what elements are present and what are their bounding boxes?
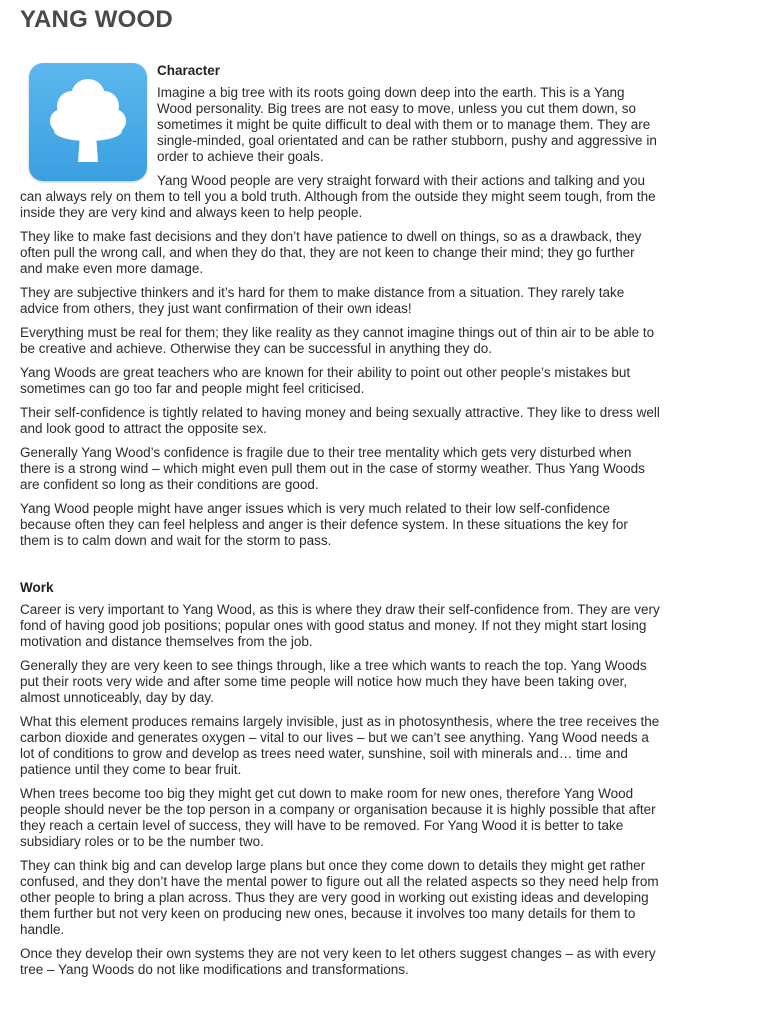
paragraph: Yang Wood people might have anger issues which is very much related to their low self-confidence because often they can feel helpless and anger is their defence system. In these situations the key for them is to calm down and wait for the storm to pass.	[20, 501, 628, 548]
page-title: YANG WOOD	[20, 6, 173, 33]
paragraph: Generally they are very keen to see things through, like a tree which wants to reach the top. Yang Woods put their roots very wide and after some time people will notice how much they have been taking over, almost unnoticeably, day by day.	[20, 658, 647, 705]
paragraph: Everything must be real for them; they like reality as they cannot imagine things out of thin air to be able to be creative and achieve. Otherwise they can be successful in anything they do.	[20, 325, 655, 356]
paragraph: They like to make fast decisions and they don’t have patience to dwell on things, so as a drawback, they often pull the wrong call, and when they do that, they are not keen to change their mind; they go further and make even more damage.	[20, 229, 642, 276]
paragraph: Generally Yang Wood’s confidence is fragile due to their tree mentality which gets very disturbed when there is a strong wind – which might even pull them out in the case of stormy weather. Thus Yang Woods are confident so long as their conditions are good.	[20, 445, 645, 492]
paragraph: When trees become too big they might get cut down to make room for new ones, therefore Yang Wood people should never be the top person in a company or organisation because it is highly possible that after they reach a certain level of success, they will have to be removed. For Yang Wood it is better to take subsidiary roles or to be the number two.	[20, 786, 656, 849]
paragraph: They are subjective thinkers and it’s hard for them to make distance from a situation. They rarely take advice from others, they just want confirmation of their own ideas!	[20, 285, 625, 316]
paragraph: Their self-confidence is tightly related to having money and being sexually attractive. They like to dress well and look good to attract the opposite sex.	[20, 405, 660, 436]
paragraph: Career is very important to Yang Wood, as this is where they draw their self-confidence from. They are very fond of having good job positions; popular ones with good status and money. If not they might start losing motivation and distance themselves from the job.	[20, 602, 660, 649]
document-body	[20, 62, 660, 986]
paragraph: What this element produces remains largely invisible, just as in photosynthesis, where the tree receives the carbon dioxide and generates oxygen – vital to our lives – but we can’t see anything. Yang Wood needs a lot of conditions to grow and develop as trees need water, sunshine, soil with minerals and… time and patience until they come to bear fruit.	[20, 714, 660, 777]
paragraph: Once they develop their own systems they are not very keen to let others suggest changes – as with every tree – Yang Woods do not like modifications and transformations.	[20, 946, 656, 977]
icon-spacer	[20, 62, 157, 184]
paragraph: They can think big and can develop large plans but once they come down to details they might get rather confused, and they don’t have the mental power to figure out all the related aspects so they need help from other people to bring a plan across. Thus they are very good in working out existing ideas and developing them further but not very keen on producing new ones, because it involves too many details for them to handle.	[20, 858, 659, 937]
paragraph: Yang Woods are great teachers who are known for their ability to point out other people’s mistakes but sometimes can go too far and people might feel criticised.	[20, 365, 631, 396]
section-heading-character: Character	[157, 63, 221, 78]
paragraph: Yang Wood people are very straight forward with their actions and talking and you can always rely on them to tell you a bold truth. Although from the outside they might seem tough, from the inside they are very kind and always keen to help people.	[20, 173, 656, 220]
section-heading-work: Work	[20, 580, 54, 595]
paragraph: Imagine a big tree with its roots going down deep into the earth. This is a Yang Wood personality. Big trees are not easy to move, unless you cut them down, so sometimes it might be quite difficult to deal with them or to manage them. They are single-minded, goal orientated and can be rather stubborn, pushy and aggressive in order to achieve their goals.	[157, 85, 657, 164]
